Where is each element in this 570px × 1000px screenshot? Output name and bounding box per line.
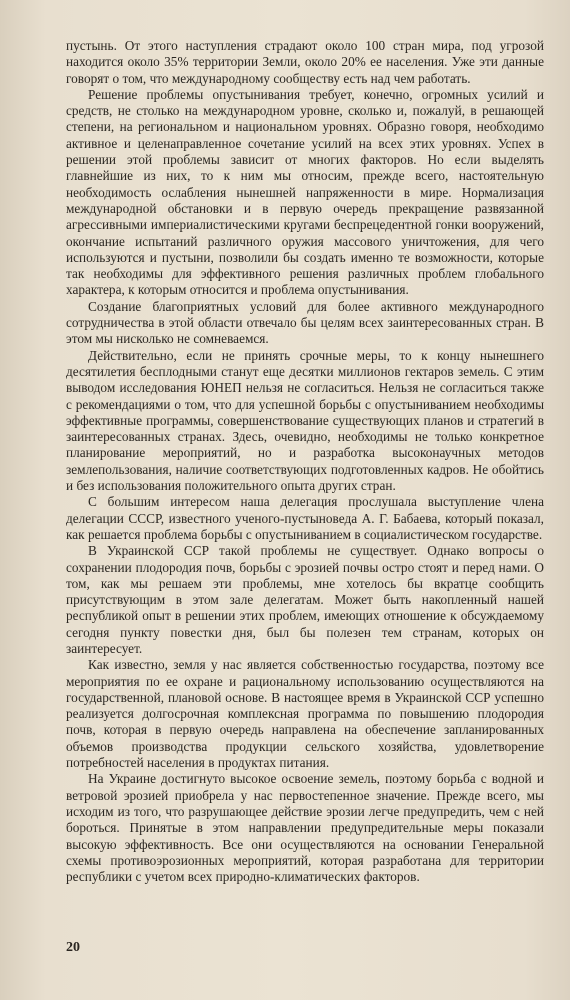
paragraph-6: В Украинской ССР такой проблемы не существует. Однако вопросы о сохранении плодородия почв, борьбы с эрозией почвы остро стоят и перед нами. О том, как мы решаем эти проблемы, мне хотелось бы вкратце сообщить присутствующим в этом зале делегатам. Может быть накопленный нашей республикой опыт в решении этих проблем, имеющих отношение к обсуждаемому сегодня пункту повестки дня, был бы полезен тем странам, которых он заинтересует.	[66, 543, 544, 656]
paragraph-3: Создание благоприятных условий для более активного международного сотрудничества в этой области отвечало бы целям всех заинтересованных стран. В этом мы нисколько не сомневаемся.	[66, 298, 544, 347]
paragraph-2: Решение проблемы опустынивания требует, конечно, огромных усилий и средств, не столько на международном уровне, сколько и, пожалуй, в решающей степени, на региональном и национальном уровнях. Образно говоря, необходимо активное и целенаправленное сочетание усилий на всех этих уровнях. Успех в решении этой проблемы зависит от многих факторов. Но если выделять главнейшие из них, то к ним мы относим, прежде всего, настоятельную необходимость ослабления нынешней напряженности в мире. Нормализация международной обстановки и в первую очередь прекращение развязанной агрессивными империалистическими кругами беспрецедентной гонки вооружений, окончание испытаний различного оружия массового уничтожения, для чего используются и пустыни, позволили бы создать именно те возможности, которые так необходимы для эффективного решения различных проблем глобального характера, к которым относится и проблема опустынивания.	[66, 86, 544, 298]
paragraph-8: На Украине достигнуто высокое освоение земель, поэтому борьба с водной и ветровой эрозией приобрела у нас первостепенное значение. Прежде всего, мы исходим из того, что разрушающее действие эрозии легче предупредить, чем с ней бороться. Принятые в этом направлении предупредительные меры показали высокую эффективность. Все они осуществляются на основании Генеральной схемы противоэрозионных мероприятий, которая разработана для территории республики с учетом всех природно-климатических факторов.	[66, 771, 544, 885]
paragraph-7: Как известно, земля у нас является собственностью государства, поэтому все мероприятия по ее охране и рациональному использованию осуществляются на государственной, плановой основе. В настоящее время в Украинской ССР успешно реализуется долгосрочная комплексная программа по повышению плодородия почв, которая в первую очередь направлена на обеспечение запланированных объемов производства продукции сельского хозяйства, удовлетворение потребностей населения в продуктах питания.	[66, 657, 544, 771]
body-text	[66, 38, 544, 885]
paragraph-1: пустынь. От этого наступления страдают около 100 стран мира, под угрозой находится около 35% территории Земли, около 20% ее населения. Уже эти данные говорят о том, что международному сообществу есть над чем работать.	[66, 38, 544, 86]
page-number: 20	[66, 940, 80, 955]
paragraph-4: Действительно, если не принять срочные меры, то к концу нынешнего десятилетия бесплодными станут еще десятки миллионов гектаров земель. С этим выводом исследования ЮНЕП нельзя не согласиться. Нельзя не согласиться также с рекомендациями о том, что для успешной борьбы с опустыниванием необходимы эффективные программы, совершенствование существующих планов и стратегий в заинтересованных странах. Здесь, очевидно, необходимы не только конкретное планирование мероприятий, но и разработка высоконаучных методов землепользования, наличие соответствующих подготовленных кадров. Не обойтись и без использования положительного опыта других стран.	[66, 347, 544, 494]
paragraph-5: С большим интересом наша делегация прослушала выступление члена делегации СССР, известного ученого-пустыноведа А. Г. Бабаева, который показал, как решается проблема борьбы с опустыниванием в социалистическом государстве.	[66, 494, 544, 542]
